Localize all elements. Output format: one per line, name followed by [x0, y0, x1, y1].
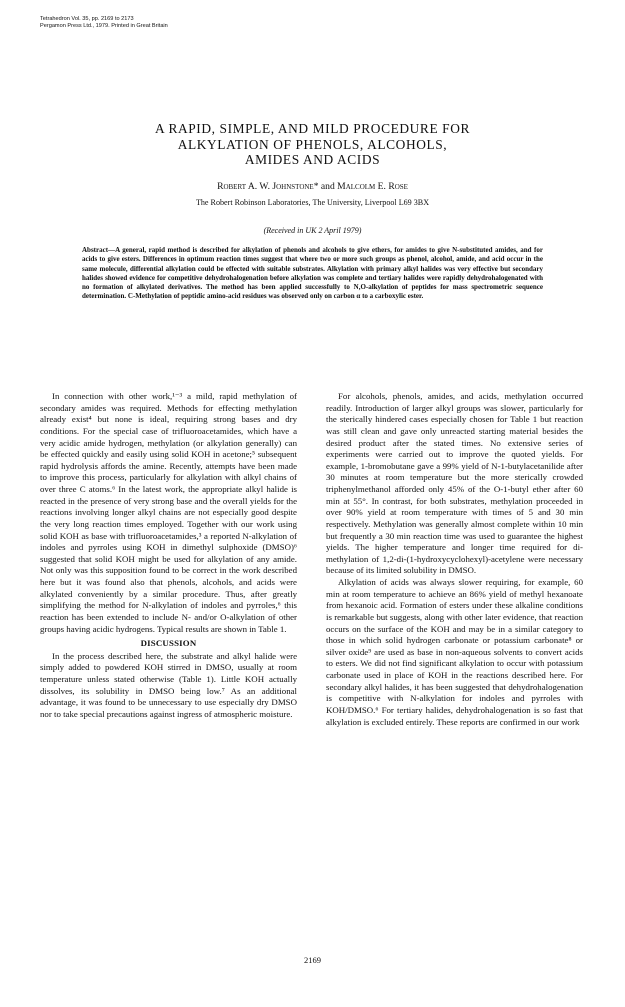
author-conjunction: and	[318, 181, 338, 192]
author-2: Malcolm E. Rose	[337, 181, 408, 192]
publisher-line: Pergamon Press Ltd., 1979. Printed in Great Britain	[40, 23, 168, 29]
section-heading-discussion: DISCUSSION	[140, 638, 197, 649]
title-line-2: ALKYLATION OF PHENOLS, ALCOHOLS,	[177, 136, 448, 152]
paper-title	[40, 121, 585, 168]
author-list	[40, 181, 585, 192]
right-column	[326, 391, 583, 728]
journal-citation: Tetrahedron Vol. 35, pp. 2169 to 2173	[40, 16, 134, 22]
title-line-1: A RAPID, SIMPLE, AND MILD PROCEDURE FOR	[154, 121, 471, 136]
abstract	[82, 246, 543, 302]
page-number: 2169	[304, 955, 321, 965]
discussion-paragraph-2: For alcohols, phenols, amides, and acids, methylation occurred readily. Introduction of larger alkyl groups was slower, particularly for the sterically hindered cases especially chosen for Table 1 but reaction was still clean and gave only unreacted starting material besides the desired product after the stated times. No extensive series of experiments were carried out to improve the quoted yields. For example, 1-bromobutane gave a 99% yield of N-1-butylacetanilide after 30 minutes at room temperature but the more sterically crowded triphenylmethanol afforded only 45% of the O-1-butyl ether after 60 min at 55°. In contrast, for both substrates, methylation proceeded in over 90% yield at room temperature with times of 5 and 30 min respectively. Methylation was generally almost complete within 10 min but frequently a 30 min reaction time was used to guarantee the highest yields. The higher temperature and longer time required for di-methylation of 1,2-di-(1-hydroxycyclohexyl)-acetylene were necessary because of its limited solubility in DMSO.	[326, 391, 583, 576]
intro-paragraph: In connection with other work,¹⁻³ a mild, rapid methylation of secondary amides was required. Methods for effecting methylation already exist⁴ but none is ideal, requiring strong bases and dry conditions. For the special case of trifluoroacetamides, which have a very acidic amide hydrogen, methylation (or alkylation generally) can be effected quickly and easily using solid KOH in acetone;⁵ subsequent rapid hydrolysis affords the amine. Recently, attempts have been made to improve this process, particularly for alkylation with alkyl chains of over three C atoms.⁶ In the latest work, the appropriate alkyl halide is reacted in the presence of very strong base and the overall yields for the reactions involving longer alkyl chains are not especially good despite the very long reaction times employed. Together with our work using solid KOH as base with trifluoroacetamides,³ a reported N-alkylation of indoles and pyrroles using KOH in dimethyl sulphoxide (DMSO)⁶ suggested that solid KOH might be used for alkylation of any amide. Not only was this supposition found to be correct in the work described here but it was found also that phenols, alcohols, and acids were alkylated conveniently by a similar procedure. Thus, after greatly simplifying the method for N-alkylation of indoles and pyrroles,⁶ this reaction has been extended to include N- and/or O-alkylation of other groups having acidic hydrogens. Typical results are shown in Table 1.	[40, 391, 297, 634]
journal-header	[40, 16, 168, 30]
affiliation: The Robert Robinson Laboratories, The University, Liverpool L69 3BX	[195, 198, 430, 207]
author-1: Robert A. W. Johnstone*	[217, 181, 319, 192]
abstract-label: Abstract	[82, 246, 109, 254]
left-column	[40, 391, 297, 721]
discussion-paragraph-3: Alkylation of acids was always slower requiring, for example, 60 min at room temperature to achieve an 86% yield of methyl hexanoate from hexanoic acid. Formation of esters under these alkaline conditions is remarkable but suggests, along with other later evidence, that reaction occurs on the surface of the KOH and may be in a similar category to those in which solid hydrogen carbonate or potassium carbonate⁸ or silver oxide⁹ are used as base in non-aqueous solvents to convert acids to esters. We did not find significant alkylation to occur with potassium carbonate used in place of KOH in the reactions described here. For secondary alkyl halides, it has been suggested that dehydrohalogenation is competitive with N-alkylation for indoles and pyrroles with KOH/DMSO.⁶ For tertiary halides, dehydrohalogenation is so fast that alkylation is excluded entirely. These reports are confirmed in our work	[326, 577, 583, 727]
title-line-3: AMIDES AND ACIDS	[244, 152, 381, 167]
abstract-text: —A general, rapid method is described for alkylation of phenols and alcohols to give ethers, for amides to give N-substituted amides, and for acids to give esters. Differences in optimum reaction times suggest that where two or more such groups as phenol, alcohol, amide, and acid occur in the same molecule, differential alkylation could be effected with suitable substrates. Alkylation with primary alkyl halides was very effective but secondary halides showed evidence for competitive dehydrohalogenation before alkylation was complete and tertiary halides were rapidly dehydrohalogenated with no formation of alkylated derivatives. The method has been applied successfully to N,O-alkylation of peptides for mass spectrometric sequence determination. C-Methylation of peptidic amino-acid residues was observed only on carbon α to a carboxylic ester.	[82, 246, 543, 301]
received-date: (Received in UK 2 April 1979)	[263, 226, 362, 235]
discussion-paragraph-1: In the process described here, the substrate and alkyl halide were simply added to powdered KOH stirred in DMSO, usually at room temperature unless stated otherwise (Table 1). Little KOH actually dissolves, its solubility in DMSO being low.⁷ As an additional advantage, it was found to be unnecessary to use especially dry DMSO nor to take special precautions against ingress of atmospheric moisture.	[40, 650, 297, 719]
